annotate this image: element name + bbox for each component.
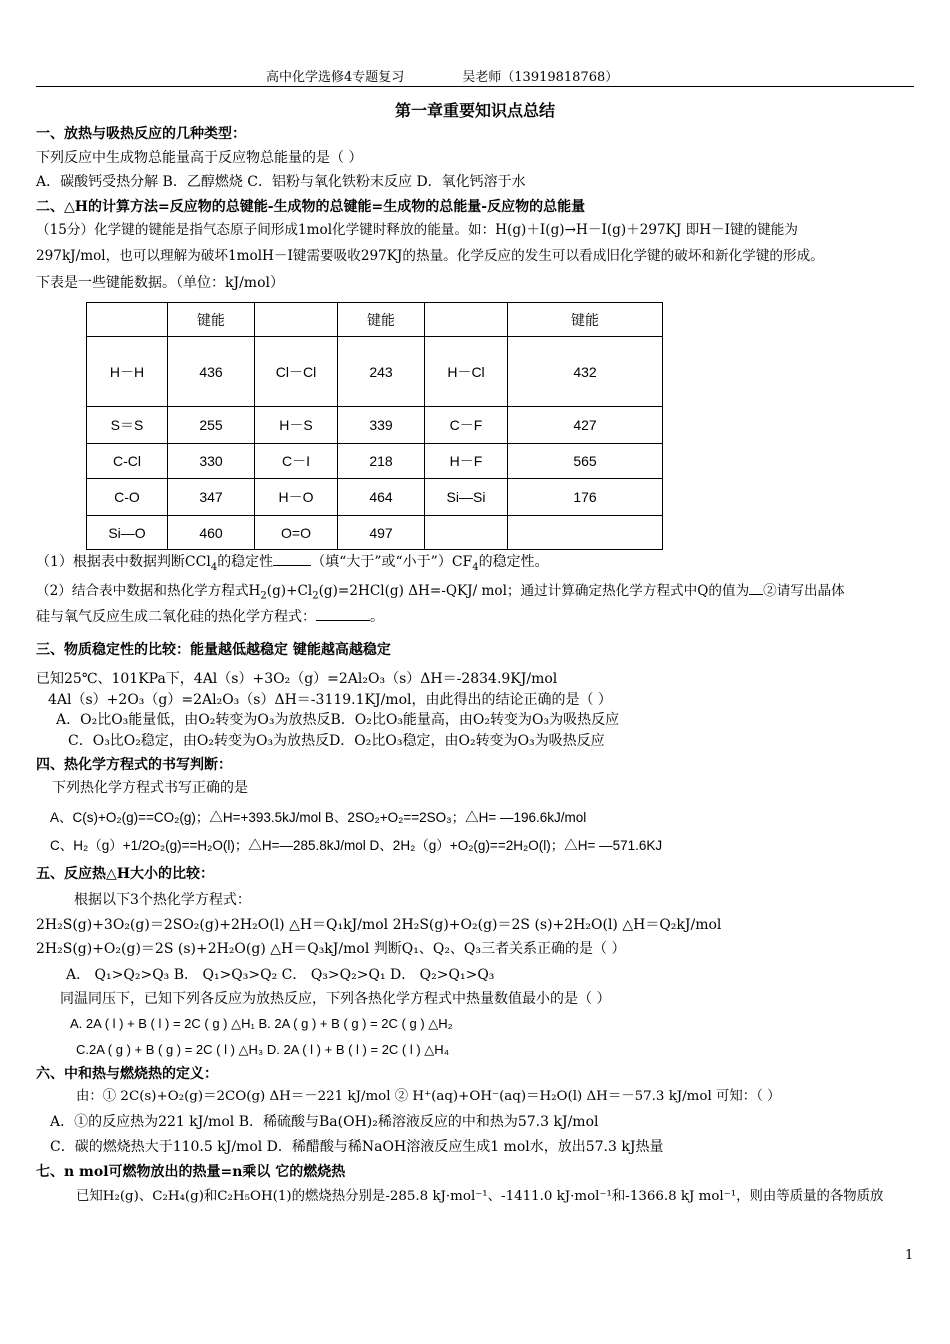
- table-cell: [87, 303, 168, 337]
- table-row: [87, 444, 663, 479]
- section-3-heading: 三、物质稳定性的比较：能量越低越稳定 键能越高越稳定: [36, 642, 391, 658]
- section-5-line-1: 2H₂S(g)+3O₂(g)＝2SO₂(g)+2H₂O(l) △H＝Q₁kJ/mol 2H₂S(g)+O₂(g)＝2S (s)+2H₂O(l) △H＝Q₂kJ/mol: [36, 917, 722, 933]
- q2-part: 。: [370, 609, 384, 625]
- header-course: 高中化学选修4专题复习: [266, 70, 405, 85]
- table-cell: C－I: [255, 444, 338, 479]
- section-2-heading: 二、△H的计算方法=反应物的总键能-生成物的总键能=生成物的总能量-反应物的总能量: [36, 199, 586, 215]
- table-cell: H－H: [87, 337, 168, 407]
- section-5-line-4: 同温同压下，已知下列各反应为放热反应，下列各热化学方程式中热量数值最小的是（ ）: [60, 991, 611, 1007]
- table-cell: [425, 303, 508, 337]
- table-cell: [425, 516, 508, 550]
- table-cell: H－O: [255, 479, 338, 516]
- answer-blank[interactable]: [316, 606, 370, 621]
- section-6-line-2: A．①的反应热为221 kJ/mol B．稀硫酸与Ba(OH)₂稀溶液反应的中和热为57.3 kJ/mol: [50, 1114, 599, 1130]
- table-cell: 255: [168, 407, 255, 444]
- answer-blank[interactable]: [273, 551, 311, 566]
- section-5-line-6: C.2A ( g ) + B ( g ) = 2C ( l ) △H₃ D. 2A ( l ) + B ( l ) = 2C ( l ) △H₄: [76, 1042, 450, 1057]
- table-cell: 键能: [338, 303, 425, 337]
- question-2-2: （2）结合表中数据和热化学方程式$H_2(g)+Cl_2(g)=2HCl(g)$ ΔH=-QKJ/ mol；通过计算确定热化学方程式中Q的值为 ②请写出晶体: [36, 580, 845, 607]
- section-5-heading: 五、反应热△H大小的比较：: [36, 866, 214, 882]
- section-2-para-3: 下表是一些键能数据。（单位：kJ/mol）: [36, 275, 284, 291]
- section-1-options: A．碳酸钙受热分解 B．乙醇燃烧 C．铝粉与氧化铁粉末反应 D．氧化钙溶于水: [36, 174, 526, 190]
- section-4-line-1: A、C(s)+O₂(g)==CO₂(g)；△H=+393.5kJ/mol B、2SO₂+O₂==2SO₃；△H= —196.6kJ/mol: [50, 810, 587, 825]
- table-cell: Si—O: [87, 516, 168, 550]
- q1-part: （1）根据表中数据判断CCl: [36, 554, 211, 570]
- table-cell: 432: [508, 337, 663, 407]
- table-cell: 键能: [168, 303, 255, 337]
- section-3-line-4: C．O₃比O₂稳定，由O₂转变为O₃为放热反D．O₂比O₃稳定，由O₂转变为O₃为吸热反应: [68, 733, 605, 749]
- table-header-row: [87, 303, 663, 337]
- q1-part: （填“大于”或“小于”）CF: [311, 554, 473, 570]
- table-cell: Cl－Cl: [255, 337, 338, 407]
- table-cell: Si—Si: [425, 479, 508, 516]
- table-cell: 176: [508, 479, 663, 516]
- section-7-line-1: 已知H₂(g)、C₂H₄(g)和C₂H₅OH(1)的燃烧热分别是-285.8 kJ·mol⁻¹、-1411.0 kJ·mol⁻¹和-1366.8 kJ mol⁻¹，则由等质量的各物质放: [76, 1189, 884, 1204]
- table-cell: O=O: [255, 516, 338, 550]
- q2-part: (g)=2HCl(g) ΔH=-QKJ/ mol；通过计算确定热化学方程式中Q的值为: [318, 583, 750, 599]
- q2-part: 硅与氧气反应生成二氧化硅的热化学方程式：: [36, 609, 316, 625]
- table-cell: 565: [508, 444, 663, 479]
- table-cell: [508, 516, 663, 550]
- section-7-heading: 七、n mol可燃物放出的热量=n乘以 它的燃烧热: [36, 1164, 346, 1180]
- q1-part: 的稳定性: [217, 554, 274, 570]
- section-6-line-3: C．碳的燃烧热大于110.5 kJ/mol D．稀醋酸与稀NaOH溶液反应生成1 mol水，放出57.3 kJ热量: [50, 1139, 664, 1155]
- page-number: 1: [905, 1248, 914, 1263]
- table-row: [87, 407, 663, 444]
- table-cell: 460: [168, 516, 255, 550]
- page-title: 第一章重要知识点总结: [394, 101, 555, 120]
- table-cell: C-O: [87, 479, 168, 516]
- table-row: [87, 479, 663, 516]
- q2-part: （2）结合表中数据和热化学方程式H: [36, 583, 261, 599]
- section-5-intro: 根据以下3个热化学方程式：: [74, 892, 251, 908]
- section-4-question: 下列热化学方程式书写正确的是: [52, 780, 248, 796]
- table-cell: 339: [338, 407, 425, 444]
- section-5-line-5: A. 2A ( l ) + B ( l ) = 2C ( g ) △H₁ B. 2A ( g ) + B ( g ) = 2C ( g ) △H₂: [70, 1016, 453, 1031]
- table-cell: 497: [338, 516, 425, 550]
- section-2-para-2: 297kJ/mol，也可以理解为破坏1molH－I键需要吸收297KJ的热量。化学反应的发生可以看成旧化学键的破坏和新化学键的形成。: [36, 248, 824, 264]
- page-header: [266, 66, 618, 85]
- section-3-line-1: 已知25℃、101KPa下，4Al（s）+3O₂（g）=2Al₂O₃（s）ΔH＝-2834.9KJ/mol: [36, 671, 558, 687]
- question-2-2-cont: [36, 606, 384, 627]
- section-1-question: 下列反应中生成物总能量高于反应物总能量的是（ ）: [36, 150, 363, 166]
- q2-part: (g)+Cl: [266, 583, 313, 599]
- table-cell: 347: [168, 479, 255, 516]
- section-2-para-1: （15分）化学键的键能是指气态原子间形成1mol化学键时释放的能量。如：H(g)＋I(g)→H－I(g)＋297KJ 即H－I键的键能为: [36, 222, 798, 238]
- table-cell: 427: [508, 407, 663, 444]
- table-cell: 330: [168, 444, 255, 479]
- section-4-line-2: C、H₂（g）+1/2O₂(g)==H₂O(l)；△H=—285.8kJ/mol D、2H₂（g）+O₂(g)==2H₂O(l)；△H= —571.6KJ: [50, 838, 663, 853]
- table-row: [87, 516, 663, 550]
- bond-energy-table: [86, 302, 663, 550]
- table-row: [87, 337, 663, 407]
- section-5-line-2: 2H₂S(g)+O₂(g)＝2S (s)+2H₂O(g) △H＝Q₃kJ/mol 判断Q₁、Q₂、Q₃三者关系正确的是（ ）: [36, 941, 626, 957]
- header-teacher: 吴老师（13919818768）: [462, 70, 619, 85]
- table-cell: H－F: [425, 444, 508, 479]
- question-2-1: （1）根据表中数据判断CCl$_4$的稳定性 （填“大于”或“小于$”)CF_4$的稳定性。: [36, 551, 549, 578]
- table-cell: 键能: [508, 303, 663, 337]
- table-cell: 464: [338, 479, 425, 516]
- table-cell: [255, 303, 338, 337]
- table-cell: C-Cl: [87, 444, 168, 479]
- section-3-line-3: A．O₂比O₃能量低，由O₂转变为O₃为放热反B．O₂比O₃能量高，由O₂转变为O₃为吸热反应: [56, 712, 620, 728]
- table-cell: 436: [168, 337, 255, 407]
- section-6-line-1: 由：① 2C(s)+O₂(g)＝2CO(g) ΔH＝－221 kJ/mol ② H⁺(aq)+OH⁻(aq)＝H₂O(l) ΔH＝－57.3 kJ/mol 可知：（ ）: [76, 1089, 781, 1104]
- table-cell: 218: [338, 444, 425, 479]
- section-6-heading: 六、中和热与燃烧热的定义：: [36, 1066, 218, 1082]
- q1-part: 的稳定性。: [478, 554, 549, 570]
- table-cell: 243: [338, 337, 425, 407]
- section-5-line-3: A． Q₁>Q₂>Q₃ B． Q₁>Q₃>Q₂ C． Q₃>Q₂>Q₁ D． Q₂>Q₁>Q₃: [66, 967, 495, 983]
- section-4-heading: 四、热化学方程式的书写判断：: [36, 757, 232, 773]
- header-rule: [36, 86, 914, 87]
- table-cell: H－Cl: [425, 337, 508, 407]
- table-cell: S＝S: [87, 407, 168, 444]
- section-1-heading: 一、放热与吸热反应的几种类型：: [36, 126, 246, 142]
- table-cell: C－F: [425, 407, 508, 444]
- section-3-line-2: 4Al（s）+2O₃（g）=2Al₂O₃（s）ΔH＝-3119.1KJ/mol，由此得出的结论正确的是（ ）: [48, 692, 612, 708]
- table-cell: H－S: [255, 407, 338, 444]
- answer-blank[interactable]: [749, 580, 763, 595]
- q2-part: ②请写出晶体: [763, 583, 845, 599]
